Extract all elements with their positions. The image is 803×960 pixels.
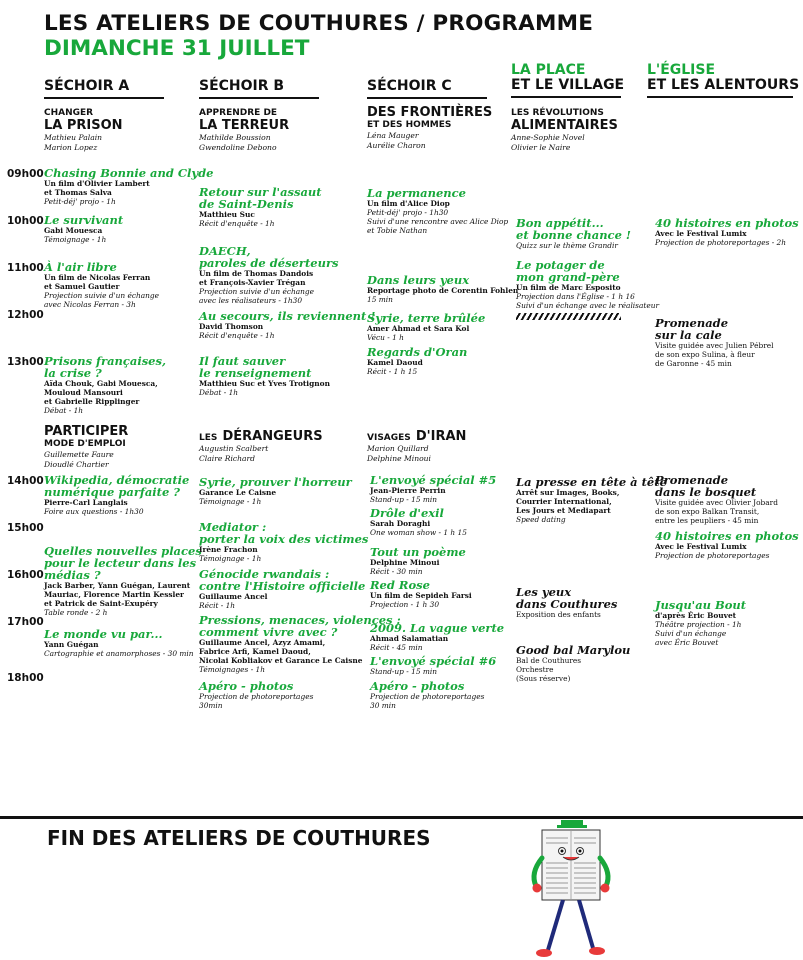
section-apprendre-de-la-terreur <box>199 108 289 153</box>
event-item <box>44 261 159 309</box>
event-title: Retour sur l'assaut de Saint-Denis <box>199 185 322 211</box>
event-item <box>516 259 659 310</box>
event-item <box>199 186 322 228</box>
event-subtitle: Kamel Daoud <box>367 358 423 367</box>
event-item <box>199 355 330 397</box>
event-description: Foire aux questions - 1h30 <box>44 507 144 516</box>
column-header-eglise-top: L'ÉGLISE <box>647 62 716 78</box>
event-item <box>199 680 313 710</box>
event-description: Projection suivie d'un échange avec les réalisateurs - 1h30 <box>199 287 315 305</box>
section-visages-iran <box>367 425 466 464</box>
event-description: Vécu - 1 h <box>367 333 404 342</box>
event-description: Visite guidée avec Olivier Jobard de son expo Balkan Transit, entre les peupliers - 45 min <box>655 498 778 525</box>
section-des-frontieres <box>367 106 492 151</box>
event-description: Speed dating <box>516 515 566 524</box>
section-big: LA PRISON <box>44 118 123 133</box>
event-title: À l'air libre <box>44 260 117 274</box>
event-item <box>199 245 338 305</box>
event-title: Good bal Marylou <box>516 643 631 657</box>
column-header-eglise <box>647 62 800 98</box>
event-description: Récit - 30 min <box>370 567 423 576</box>
event-subtitle: Irène Frachon <box>199 545 258 554</box>
section-small: ET DES HOMMES <box>367 120 452 130</box>
event-description: Théâtre projection - 1h Suivi d'un échange avec Éric Bouvet <box>655 620 742 647</box>
event-item <box>516 586 617 619</box>
event-title: Promenade sur la cale <box>655 316 729 342</box>
time-label: 18h00 <box>7 672 44 684</box>
event-subtitle: Un film d'Alice Diop <box>367 199 450 208</box>
time-label: 11h00 <box>7 262 44 274</box>
event-title: Red Rose <box>370 578 430 592</box>
event-description: Récit d'enquête - 1h <box>199 219 275 228</box>
event-title: Bon appétit... et bonne chance ! <box>516 216 631 242</box>
event-item <box>516 476 667 524</box>
event-description: Témoignages - 1h <box>199 665 266 674</box>
event-item <box>44 355 166 415</box>
event-title: Promenade dans le bosquet <box>655 473 757 499</box>
event-subtitle: Un film d'Olivier Lambert et Thomas Salva <box>44 179 150 197</box>
event-subtitle: Yann Guégan <box>44 640 99 649</box>
event-subtitle: Un film de Thomas Dandois et François-Xavier Trégan <box>199 269 314 287</box>
event-title: La presse en tête à tête <box>516 475 667 489</box>
event-title: Il faut sauver le renseignement <box>199 354 312 380</box>
event-description: Témoignage - 1h <box>199 554 262 563</box>
event-subtitle: Avec le Festival Lumix <box>655 542 747 551</box>
event-item <box>655 530 799 560</box>
section-big: PARTICIPER <box>44 424 129 439</box>
event-description: Projection suivie d'un échange avec Nicolas Ferran - 3h <box>44 291 160 309</box>
event-item <box>370 579 472 609</box>
event-title: Génocide rwandais : contre l'Histoire officielle <box>199 567 366 593</box>
section-names: Mathilde Boussion Gwendoline Debono <box>199 133 277 152</box>
divider-hatch <box>516 313 621 320</box>
event-description: Petit-déj' projo - 1h30 Suivi d'une rencontre avec Alice Diop et Tobie Nathan <box>367 208 509 235</box>
event-title: Syrie, terre brûlée <box>367 311 486 325</box>
time-label: 15h00 <box>7 522 44 534</box>
event-title: Le potager de mon grand-père <box>516 258 620 284</box>
event-title: L'envoyé spécial #6 <box>370 654 497 668</box>
event-subtitle: Reportage photo de Corentin Fohlen <box>367 286 519 295</box>
event-subtitle: Matthieu Suc <box>199 210 255 219</box>
event-subtitle: Garance Le Caisne <box>199 488 277 497</box>
event-subtitle: Pierre-Carl Langlais <box>44 498 128 507</box>
event-item <box>516 217 631 250</box>
event-title: Chasing Bonnie and Clyde <box>44 166 214 180</box>
event-subtitle: Sarah Doraghi <box>370 519 431 528</box>
column-header-sechoir-a: SÉCHOIR A <box>44 79 164 99</box>
section-small: CHANGER <box>44 108 94 118</box>
time-label: 12h00 <box>7 309 44 321</box>
event-description: Projection de photoreportages <box>655 551 770 560</box>
event-description: Petit-déj' projo - 1h <box>44 197 116 206</box>
event-description: Projection de photoreportages - 2h <box>655 238 787 247</box>
event-title: Pressions, menaces, violences : comment vivre avec ? <box>199 613 401 639</box>
event-description: Débat - 1h <box>44 406 84 415</box>
event-title: Tout un poème <box>370 545 466 559</box>
event-description: Débat - 1h <box>199 388 239 397</box>
event-subtitle: Un film de Nicolas Ferran et Samuel Gautier <box>44 273 151 291</box>
event-description: Récit d'enquête - 1h <box>199 331 275 340</box>
event-title: Le survivant <box>44 213 124 227</box>
section-changer-la-prison <box>44 108 123 153</box>
event-description: Projection - 1 h 30 <box>370 600 440 609</box>
event-description: Projection dans l'Église - 1 h 16 Suivi d'un échange avec le réalisateur <box>516 292 660 310</box>
event-item <box>655 217 799 247</box>
event-subtitle: Matthieu Suc et Yves Trotignon <box>199 379 330 388</box>
time-label: 10h00 <box>7 215 44 227</box>
event-subtitle: Guillaume Ancel, Azyz Amami, Fabrice Arfi, Kamel Daoud, Nicolai Kobliakov et Garance Le Caisne <box>199 638 363 665</box>
event-title: Le monde vu par... <box>44 627 163 641</box>
event-item <box>367 346 467 376</box>
event-subtitle: Delphine Minoui <box>370 558 440 567</box>
event-title: 2009. La vague verte <box>370 621 505 635</box>
section-small: VISAGES <box>367 433 411 443</box>
event-item <box>199 310 375 340</box>
event-item <box>199 521 368 563</box>
footer-title: FIN DES ATELIERS DE COUTHURES <box>47 826 431 850</box>
event-item <box>367 312 485 342</box>
section-les-derangeurs <box>199 425 323 464</box>
section-names: Marion Quillard Delphine Minoui <box>367 444 431 463</box>
event-item <box>367 274 518 304</box>
event-title: Wikipedia, démocratie numérique parfaite ? <box>44 473 190 499</box>
event-subtitle: Un film de Sepideh Farsi <box>370 591 472 600</box>
event-title: Apéro - photos <box>199 679 294 693</box>
event-subtitle: Avec le Festival Lumix <box>655 229 747 238</box>
event-item <box>370 546 466 576</box>
section-names: Augustin Scalbert Claire Richard <box>199 444 269 463</box>
event-title: Les yeux dans Couthures <box>516 585 618 611</box>
event-title: Syrie, prouver l'horreur <box>199 475 352 489</box>
event-subtitle: Arrêt sur Images, Books, Courrier International, Les Jours et Mediapart <box>516 488 620 515</box>
event-description: 15 min <box>367 295 393 304</box>
section-big: D'IRAN <box>415 429 467 444</box>
column-header-sechoir-b: SÉCHOIR B <box>199 79 319 99</box>
event-title: L'envoyé spécial #5 <box>370 473 497 487</box>
event-item <box>367 187 508 235</box>
mascot-illustration <box>518 818 623 960</box>
event-description: One woman show - 1 h 15 <box>370 528 467 537</box>
section-big: ALIMENTAIRES <box>511 118 618 133</box>
event-description: Récit - 45 min <box>370 643 423 652</box>
column-header-place-top: LA PLACE <box>511 62 586 78</box>
column-header-eglise-bottom: ET LES ALENTOURS <box>647 77 800 93</box>
section-names: Mathieu Palain Marion Lopez <box>44 133 103 152</box>
event-description: Récit - 1h <box>199 601 236 610</box>
event-subtitle: d'après Éric Bouvet <box>655 611 737 620</box>
event-description: Quizz sur le thème Grandir <box>516 241 618 250</box>
event-item <box>44 214 123 244</box>
event-item <box>370 655 496 676</box>
section-participer <box>44 425 128 470</box>
time-label: 14h00 <box>7 475 44 487</box>
event-subtitle: David Thomson <box>199 322 264 331</box>
event-item <box>655 474 778 525</box>
event-description: Récit - 1 h 15 <box>367 367 418 376</box>
page-title: LES ATELIERS DE COUTHURES / PROGRAMME <box>44 11 594 36</box>
event-title: Au secours, ils reviennent ! <box>199 309 376 323</box>
event-title: Dans leurs yeux <box>367 273 470 287</box>
section-revolutions-alimentaires <box>511 108 618 153</box>
column-header-sechoir-c: SÉCHOIR C <box>367 79 487 99</box>
event-subtitle: Un film de Marc Esposito <box>516 283 621 292</box>
event-title: 40 histoires en photos <box>655 216 799 230</box>
event-subtitle: Gabi Mouesca <box>44 226 103 235</box>
event-description: Projection de photoreportages 30 min <box>370 692 485 710</box>
event-title: Jusqu'au Bout <box>655 598 747 612</box>
event-item <box>370 474 496 504</box>
time-label: 09h00 <box>7 168 44 180</box>
event-subtitle: Guillaume Ancel <box>199 592 268 601</box>
event-title: 40 histoires en photos <box>655 529 799 543</box>
section-small: LES <box>199 433 218 443</box>
event-description: Témoignage - 1h <box>199 497 262 506</box>
event-item <box>370 680 484 710</box>
event-title: Regards d'Oran <box>367 345 468 359</box>
footer-rule <box>0 816 803 819</box>
event-item <box>44 628 194 658</box>
event-item <box>44 545 202 617</box>
section-names: Anne-Sophie Novel Olivier le Naire <box>511 133 585 152</box>
event-title: Prisons françaises, la crise ? <box>44 354 166 380</box>
event-title: La permanence <box>367 186 466 200</box>
event-item <box>370 507 467 537</box>
event-item <box>199 568 365 610</box>
column-header-place-bottom: ET LE VILLAGE <box>511 77 625 93</box>
section-big: DES FRONTIÈRES <box>367 105 493 120</box>
event-description: Témoignage - 1h <box>44 235 107 244</box>
section-names: Guillemette Faure Dioudlé Chartier <box>44 450 114 469</box>
section-small: LES RÉVOLUTIONS <box>511 108 604 118</box>
event-description: Stand-up - 15 min <box>370 667 437 676</box>
time-label: 13h00 <box>7 356 44 368</box>
event-description: Table ronde - 2 h <box>44 608 108 617</box>
event-description: Stand-up - 15 min <box>370 495 437 504</box>
event-title: Quelles nouvelles places pour le lecteur dans les médias ? <box>44 544 202 582</box>
event-description: Projection de photoreportages 30min <box>199 692 314 710</box>
event-item <box>370 622 504 652</box>
event-description: Cartographie et anamorphoses - 30 min <box>44 649 194 658</box>
event-item <box>655 317 774 368</box>
event-subtitle: Jack Barber, Yann Guégan, Laurent Mauriac, Florence Martin Kessler et Patrick de Saint-Exupéry <box>44 581 191 608</box>
event-item <box>655 599 746 647</box>
time-label: 16h00 <box>7 569 44 581</box>
column-header-place <box>511 62 625 98</box>
event-subtitle: Amer Ahmad et Sara Kol <box>367 324 470 333</box>
event-item <box>44 167 213 206</box>
section-big: LA TERREUR <box>199 118 290 133</box>
section-names: Léna Mauger Aurélie Charon <box>367 131 426 150</box>
event-title: DAECH, paroles de déserteurs <box>199 244 339 270</box>
section-small: MODE D'EMPLOI <box>44 439 126 449</box>
event-title: Mediator : porter la voix des victimes <box>199 520 369 546</box>
event-item <box>516 644 630 683</box>
time-label: 17h00 <box>7 616 44 628</box>
event-subtitle: Ahmad Salamatian <box>370 634 449 643</box>
event-description: Bal de Couthures Orchestre (Sous réserve) <box>516 656 582 683</box>
event-subtitle: Aïda Chouk, Gabi Mouesca, Mouloud Mansouri et Gabrielle Ripplinger <box>44 379 158 406</box>
section-small: APPRENDRE DE <box>199 108 278 118</box>
event-description: Visite guidée avec Julien Pébrel de son expo Sulina, à fleur de Garonne - 45 min <box>655 341 774 368</box>
section-big: DÉRANGEURS <box>222 429 323 444</box>
page-date: DIMANCHE 31 JUILLET <box>44 36 310 61</box>
event-title: Drôle d'exil <box>370 506 444 520</box>
event-title: Apéro - photos <box>370 679 465 693</box>
event-subtitle: Jean-Pierre Perrin <box>370 486 446 495</box>
event-item <box>199 476 352 506</box>
event-description: Exposition des enfants <box>516 610 601 619</box>
event-item <box>44 474 189 516</box>
